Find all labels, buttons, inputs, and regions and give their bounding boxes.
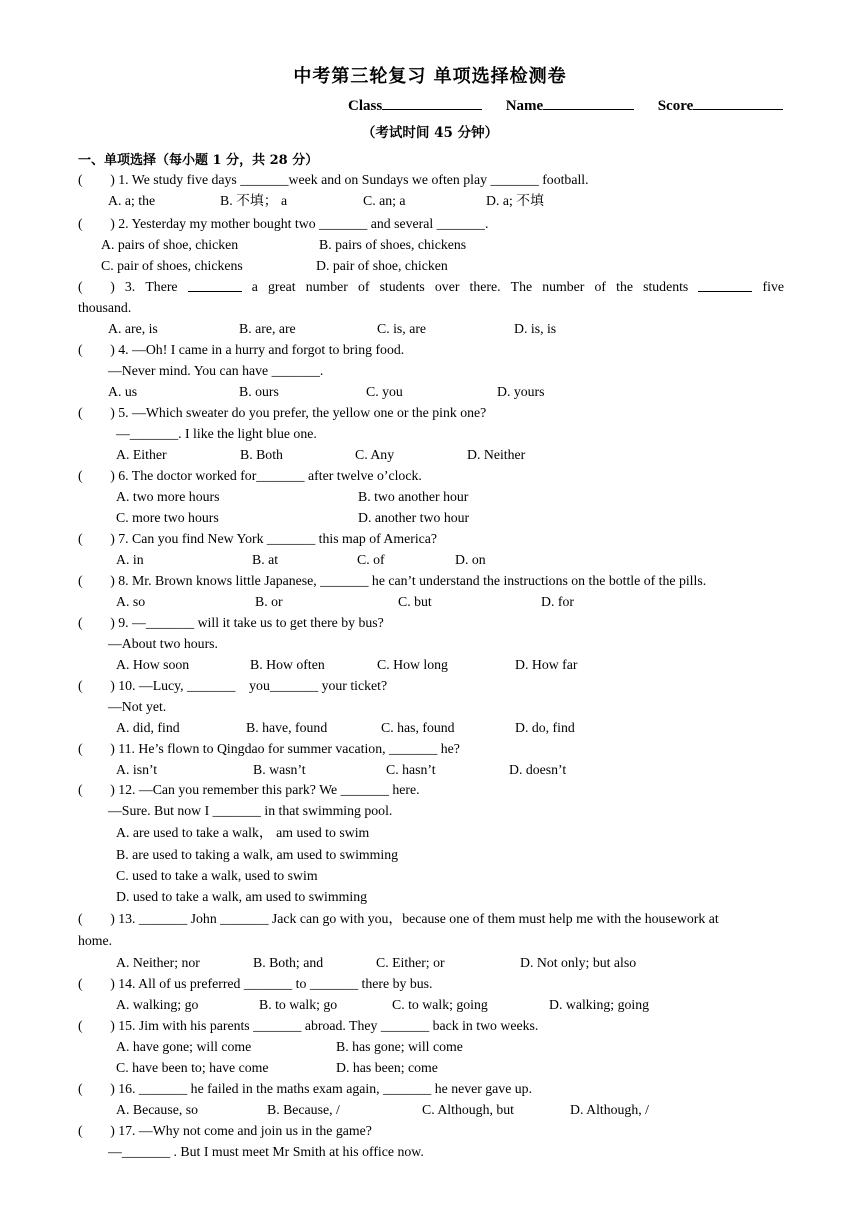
question-2: ( ) 2. Yesterday my mother bought two _______ and several _______. [78, 216, 489, 231]
q3-w2: a [251, 279, 258, 294]
q7-option-b: B. at [252, 552, 279, 567]
q3-w5: of [357, 279, 370, 294]
q3-blank-1 [188, 278, 242, 292]
question-11: ( ) 11. He’s flown to Qingdao for summer vacation, _______ he? [78, 741, 460, 756]
q12-option-a: A. are used to take a walk， am used to swim [116, 825, 370, 840]
class-label: Class [348, 98, 383, 114]
q3-w9: The [510, 279, 533, 294]
q3-option-b: B. are, are [239, 321, 296, 336]
q3-w12: the [616, 279, 633, 294]
q3-w3: great [268, 279, 296, 294]
q4-option-a: A. us [108, 384, 138, 399]
q4-option-c: C. you [366, 384, 403, 399]
question-7: ( ) 7. Can you find New York _______ this map of America? [78, 531, 438, 546]
q11-option-b: B. wasn’t [253, 762, 306, 777]
q9-option-b: B. How often [250, 657, 325, 672]
q16-option-c: C. Although, but [422, 1102, 514, 1117]
q3-w8: there. [469, 279, 501, 294]
q16-option-b: B. Because, / [267, 1102, 340, 1117]
q16-option-a: A. Because, so [116, 1102, 198, 1117]
question-5: ( ) 5. —Which sweater do you prefer, the yellow one or the pink one? [78, 405, 487, 420]
q1-option-d: D. a; 不填 [486, 193, 544, 208]
score-blank[interactable] [693, 95, 783, 110]
q7-option-d: D. on [455, 552, 486, 567]
question-4: ( ) 4. —Oh! I came in a hurry and forgot to bring food. [78, 342, 405, 357]
q12-option-d: D. used to take a walk, am used to swimming [116, 889, 367, 904]
question-14: ( ) 14. All of us preferred _______ to _______ there by bus. [78, 976, 433, 991]
q2-option-d: D. pair of shoe, chicken [316, 258, 448, 273]
q8-option-d: D. for [541, 594, 574, 609]
q6-option-b: B. two another hour [358, 489, 469, 504]
q13-option-c: C. Either; or [376, 955, 445, 970]
question-8: ( ) 8. Mr. Brown knows little Japanese, _______ he can’t understand the instructions on the bottle of the pills. [78, 573, 707, 588]
q3-w1: There [145, 279, 178, 294]
question-17-reply: —_______ . But I must meet Mr Smith at his office now. [108, 1144, 424, 1159]
q1-option-b: B. 不填； a [220, 193, 288, 208]
q14-option-d: D. walking; going [549, 997, 650, 1012]
q5-option-b: B. Both [240, 447, 283, 462]
q3-w7: over [434, 279, 460, 294]
q8-option-b: B. or [255, 594, 283, 609]
student-info-line [348, 95, 783, 115]
exam-duration: （考试时间 45 分钟） [361, 125, 499, 141]
q5-option-d: D. Neither [467, 447, 526, 462]
score-field [658, 95, 784, 115]
question-12-reply: —Sure. But now I _______ in that swimming pool. [108, 803, 393, 818]
question-13-cont: home. [78, 933, 113, 948]
q10-option-a: A. did, find [116, 720, 180, 735]
q3-blank-2 [698, 278, 752, 292]
q3-w10: number [542, 279, 585, 294]
section-heading: 一、单项选择（每小题 1 分，共 28 分） [78, 153, 319, 168]
question-3 [78, 278, 784, 296]
question-6: ( ) 6. The doctor worked for_______ after twelve o’clock. [78, 468, 422, 483]
q3-w11: of [594, 279, 606, 294]
q3-paren: ( ) [78, 279, 115, 294]
q7-option-c: C. of [357, 552, 385, 567]
q3-w14: five [762, 279, 784, 294]
q5-option-a: A. Either [116, 447, 167, 462]
q11-option-c: C. hasn’t [386, 762, 436, 777]
q6-option-c: C. more two hours [116, 510, 219, 525]
score-label: Score [657, 98, 694, 114]
q2-option-a: A. pairs of shoe, chicken [101, 237, 239, 252]
q12-option-c: C. used to take a walk, used to swim [116, 868, 318, 883]
question-10: ( ) 10. —Lucy, _______ you_______ your ticket? [78, 678, 388, 693]
q3-w6: students [379, 279, 425, 294]
question-16: ( ) 16. _______ he failed in the maths exam again, _______ he never gave up. [78, 1081, 533, 1096]
q13-option-d: D. Not only; but also [520, 955, 637, 970]
q3-option-c: C. is, are [377, 321, 427, 336]
q9-option-a: A. How soon [116, 657, 190, 672]
class-field [348, 95, 482, 115]
question-9-reply: —About two hours. [108, 636, 218, 651]
q3-option-a: A. are, is [108, 321, 158, 336]
q10-option-d: D. do, find [515, 720, 575, 735]
q4-option-d: D. yours [497, 384, 545, 399]
q15-option-d: D. has been; come [336, 1060, 438, 1075]
q7-option-a: A. in [116, 552, 144, 567]
q13-option-a: A. Neither; nor [116, 955, 200, 970]
q13-option-b: B. Both; and [253, 955, 324, 970]
q1-option-a: A. a; the [108, 193, 156, 208]
question-12: ( ) 12. —Can you remember this park? We _______ here. [78, 782, 420, 797]
question-17: ( ) 17. —Why not come and join us in the game? [78, 1123, 372, 1138]
q2-option-c: C. pair of shoes, chickens [101, 258, 243, 273]
question-13: ( ) 13. _______ John _______ Jack can go with you，because one of them must help me with the housework at [78, 911, 719, 926]
name-label: Name [505, 98, 544, 114]
question-4-reply: —Never mind. You can have _______. [108, 363, 324, 378]
q6-option-a: A. two more hours [116, 489, 220, 504]
q2-option-b: B. pairs of shoes, chickens [319, 237, 467, 252]
q8-option-a: A. so [116, 594, 146, 609]
q11-option-a: A. isn’t [116, 762, 158, 777]
q16-option-d: D. Although, / [570, 1102, 649, 1117]
q14-option-a: A. walking; go [116, 997, 199, 1012]
q15-option-c: C. have been to; have come [116, 1060, 269, 1075]
class-blank[interactable] [382, 95, 482, 110]
name-blank[interactable] [543, 95, 634, 110]
q6-option-d: D. another two hour [358, 510, 470, 525]
question-10-reply: —Not yet. [108, 699, 167, 714]
q1-option-c: C. an; a [363, 193, 406, 208]
q3-w4: number [305, 279, 348, 294]
q10-option-c: C. has, found [381, 720, 455, 735]
q3-option-d: D. is, is [514, 321, 557, 336]
q14-option-b: B. to walk; go [259, 997, 338, 1012]
q12-option-b: B. are used to taking a walk, am used to swimming [116, 847, 399, 862]
q11-option-d: D. doesn’t [509, 762, 567, 777]
q3-w13: students [643, 279, 689, 294]
q5-option-c: C. Any [355, 447, 395, 462]
q8-option-c: C. but [398, 594, 432, 609]
question-9: ( ) 9. —_______ will it take us to get there by bus? [78, 615, 384, 630]
page-title: 中考第三轮复习 单项选择检测卷 [293, 66, 567, 87]
question-3-cont: thousand. [78, 300, 132, 315]
question-5-reply: —_______. I like the light blue one. [116, 426, 317, 441]
q9-option-c: C. How long [377, 657, 448, 672]
q15-option-a: A. have gone; will come [116, 1039, 252, 1054]
name-field [506, 95, 635, 115]
q14-option-c: C. to walk; going [392, 997, 488, 1012]
q15-option-b: B. has gone; will come [336, 1039, 463, 1054]
question-15: ( ) 15. Jim with his parents _______ abroad. They _______ back in two weeks. [78, 1018, 539, 1033]
question-1: ( ) 1. We study five days _______week and on Sundays we often play _______ football. [78, 172, 589, 187]
q10-option-b: B. have, found [246, 720, 328, 735]
q4-option-b: B. ours [239, 384, 279, 399]
q3-num: 3. [124, 279, 136, 294]
q9-option-d: D. How far [515, 657, 578, 672]
